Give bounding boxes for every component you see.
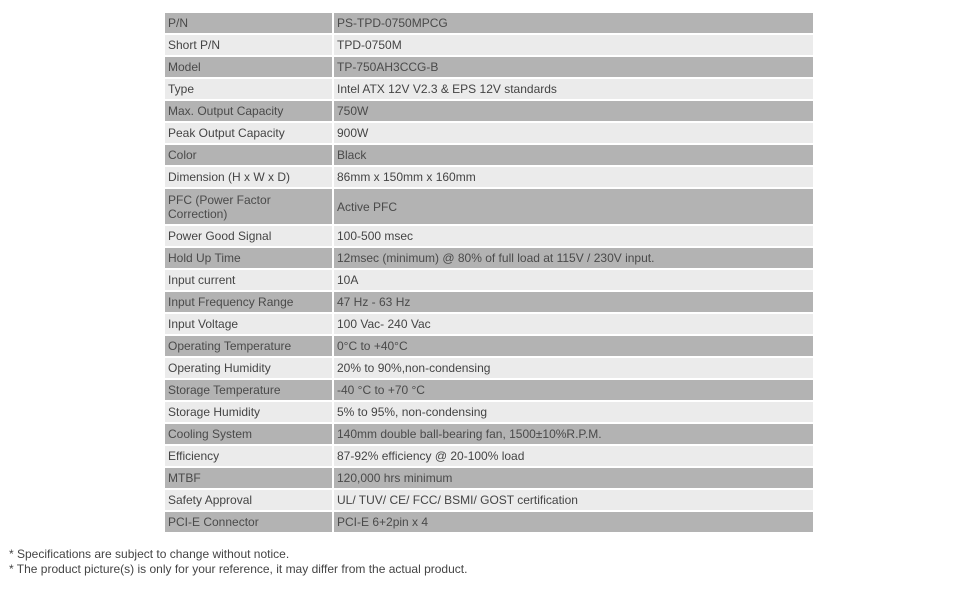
disclaimer-note: * The product picture(s) is only for your reference, it may differ from the actual product. <box>9 562 468 576</box>
spec-value: 100-500 msec <box>334 226 813 248</box>
spec-value: 140mm double ball-bearing fan, 1500±10%R.P.M. <box>334 424 813 446</box>
spec-row <box>165 79 813 101</box>
spec-label: PCI-E Connector <box>165 512 334 534</box>
spec-value: 87-92% efficiency @ 20-100% load <box>334 446 813 468</box>
spec-label: Dimension (H x W x D) <box>165 167 334 189</box>
spec-label: Hold Up Time <box>165 248 334 270</box>
spec-value: -40 °C to +70 °C <box>334 380 813 402</box>
spec-label: Storage Temperature <box>165 380 334 402</box>
spec-row <box>165 35 813 57</box>
spec-label: Operating Humidity <box>165 358 334 380</box>
spec-label: Storage Humidity <box>165 402 334 424</box>
spec-row <box>165 468 813 490</box>
spec-label: Short P/N <box>165 35 334 57</box>
spec-row <box>165 189 813 226</box>
spec-table <box>165 13 813 534</box>
spec-value: Intel ATX 12V V2.3 & EPS 12V standards <box>334 79 813 101</box>
spec-row <box>165 512 813 534</box>
spec-value: UL/ TUV/ CE/ FCC/ BSMI/ GOST certification <box>334 490 813 512</box>
spec-row <box>165 57 813 79</box>
spec-label: Cooling System <box>165 424 334 446</box>
spec-value: 750W <box>334 101 813 123</box>
spec-row <box>165 167 813 189</box>
spec-row <box>165 123 813 145</box>
spec-label: Input current <box>165 270 334 292</box>
spec-value: 5% to 95%, non-condensing <box>334 402 813 424</box>
spec-label: Peak Output Capacity <box>165 123 334 145</box>
spec-label: Input Voltage <box>165 314 334 336</box>
spec-row <box>165 402 813 424</box>
spec-row <box>165 226 813 248</box>
spec-value: 100 Vac- 240 Vac <box>334 314 813 336</box>
disclaimer-note: * Specifications are subject to change without notice. <box>9 547 290 561</box>
spec-row <box>165 380 813 402</box>
spec-table-body <box>165 13 813 534</box>
spec-value: 20% to 90%,non-condensing <box>334 358 813 380</box>
spec-label: Model <box>165 57 334 79</box>
spec-label: Color <box>165 145 334 167</box>
spec-row <box>165 490 813 512</box>
spec-label: P/N <box>165 13 334 35</box>
spec-value: 900W <box>334 123 813 145</box>
spec-label: Type <box>165 79 334 101</box>
spec-row <box>165 358 813 380</box>
spec-label: Safety Approval <box>165 490 334 512</box>
spec-row <box>165 248 813 270</box>
spec-label: Operating Temperature <box>165 336 334 358</box>
spec-label: Power Good Signal <box>165 226 334 248</box>
spec-label: Efficiency <box>165 446 334 468</box>
spec-row <box>165 336 813 358</box>
spec-value: TPD-0750M <box>334 35 813 57</box>
spec-label: PFC (Power Factor Correction) <box>165 189 334 226</box>
spec-row <box>165 13 813 35</box>
spec-value: 0°C to +40°C <box>334 336 813 358</box>
spec-row <box>165 270 813 292</box>
spec-row <box>165 101 813 123</box>
spec-row <box>165 424 813 446</box>
spec-value: PCI-E 6+2pin x 4 <box>334 512 813 534</box>
spec-value: TP-750AH3CCG-B <box>334 57 813 79</box>
spec-label: MTBF <box>165 468 334 490</box>
spec-value: PS-TPD-0750MPCG <box>334 13 813 35</box>
spec-row <box>165 446 813 468</box>
spec-value: Active PFC <box>334 189 813 226</box>
spec-row <box>165 145 813 167</box>
spec-value: Black <box>334 145 813 167</box>
spec-label: Max. Output Capacity <box>165 101 334 123</box>
spec-value: 120,000 hrs minimum <box>334 468 813 490</box>
spec-label: Input Frequency Range <box>165 292 334 314</box>
spec-value: 10A <box>334 270 813 292</box>
spec-value: 12msec (minimum) @ 80% of full load at 115V / 230V input. <box>334 248 813 270</box>
spec-value: 47 Hz - 63 Hz <box>334 292 813 314</box>
disclaimer-notes <box>9 547 467 577</box>
spec-row <box>165 292 813 314</box>
spec-value: 86mm x 150mm x 160mm <box>334 167 813 189</box>
spec-row <box>165 314 813 336</box>
